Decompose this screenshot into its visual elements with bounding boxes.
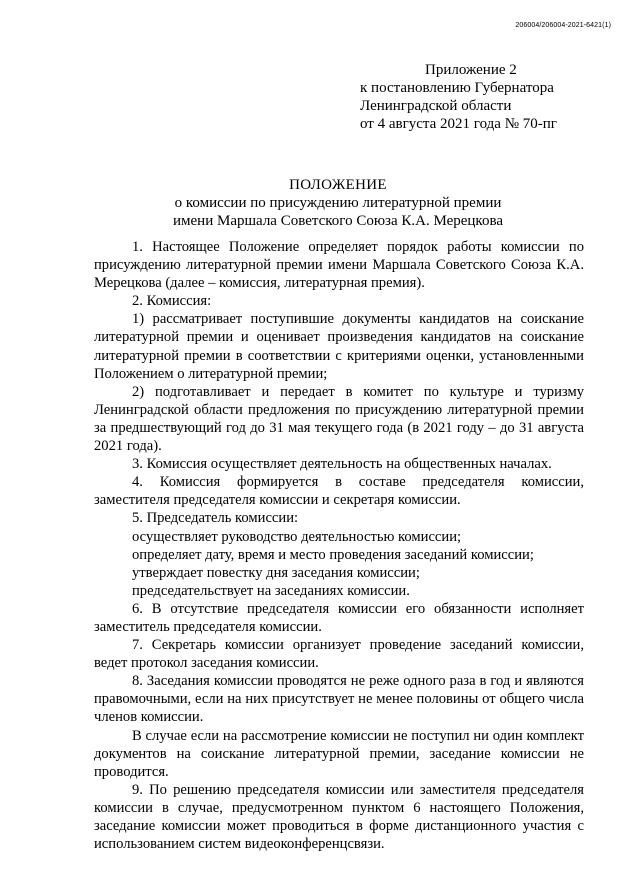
document-id: 206004/206004-2021-6421(1) [515,22,611,29]
document-body [94,238,584,853]
paragraph-6: 6. В отсутствие председателя комиссии его обязанности исполняет заместитель председателя комиссии. [94,600,584,635]
paragraph-5-item-3: утверждает повестку дня заседания комиссии; [132,564,420,581]
paragraph-5-item-4: председательствует на заседаниях комиссии. [132,582,410,599]
paragraph-8-note: В случае если на рассмотрение комиссии не поступил ни один комплект документов на соискание литературной премии, заседание комиссии не проводится. [94,727,584,780]
paragraph-5: 5. Председатель комиссии: [132,510,299,527]
document-subtitle-line2: имени Маршала Советского Союза К.А. Мерецкова [173,213,503,229]
document-subtitle-line1: о комиссии по присуждению литературной премии [174,195,502,211]
appendix-decree-ref: к постановлению Губернатора [360,80,554,96]
paragraph-3: 3. Комиссия осуществляет деятельность на общественных началах. [132,456,552,473]
paragraph-2-item-1: 1) рассматривает поступившие документы кандидатов на соискание литературной премии и оценивает произведения кандидатов на соискание литературной премии в соответствии с критериями оценки, установленными Положением о литературной премии; [94,311,584,382]
appendix-date: от 4 августа 2021 года № 70-пг [360,116,557,132]
paragraph-1: 1. Настоящее Положение определяет порядок работы комиссии по присуждению литературной премии имени Маршала Советского Союза К.А. Мерецкова (далее – комиссия, литературная премия). [94,239,584,292]
paragraph-4: 4. Комиссия формируется в составе председателя комиссии, заместителя председателя комиссии и секретаря комиссии. [94,474,584,509]
paragraph-2: 2. Комиссия: [132,293,212,310]
paragraph-7: 7. Секретарь комиссии организует проведение заседаний комиссии, ведет протокол заседания комиссии. [94,637,584,672]
title-block [0,176,640,230]
paragraph-5-item-1: осуществляет руководство деятельностью комиссии; [132,528,462,545]
appendix-block [360,61,557,133]
document-title: ПОЛОЖЕНИЕ [289,177,387,193]
paragraph-5-item-2: определяет дату, время и место проведения заседаний комиссии; [132,546,534,563]
paragraph-9: 9. По решению председателя комиссии или заместителя председателя комиссии в случае, предусмотренном пунктом 6 настоящего Положения, заседание комиссии может проводиться в форме дистанционного участия с использованием систем видеоконференцсвязи. [94,781,584,853]
paragraph-8: 8. Заседания комиссии проводятся не реже одного раза в год и являются правомочными, если на них присутствует не менее половины от общего числа членов комиссии. [94,673,584,726]
appendix-region: Ленинградской области [360,98,512,114]
paragraph-2-item-2: 2) подготавливает и передает в комитет по культуре и туризму Ленинградской области предложения по присуждению литературной премии за предшествующий год до 31 мая текущего года (в 2021 году – до 31 августа 2021 года). [94,383,584,455]
appendix-number: Приложение 2 [425,62,517,78]
